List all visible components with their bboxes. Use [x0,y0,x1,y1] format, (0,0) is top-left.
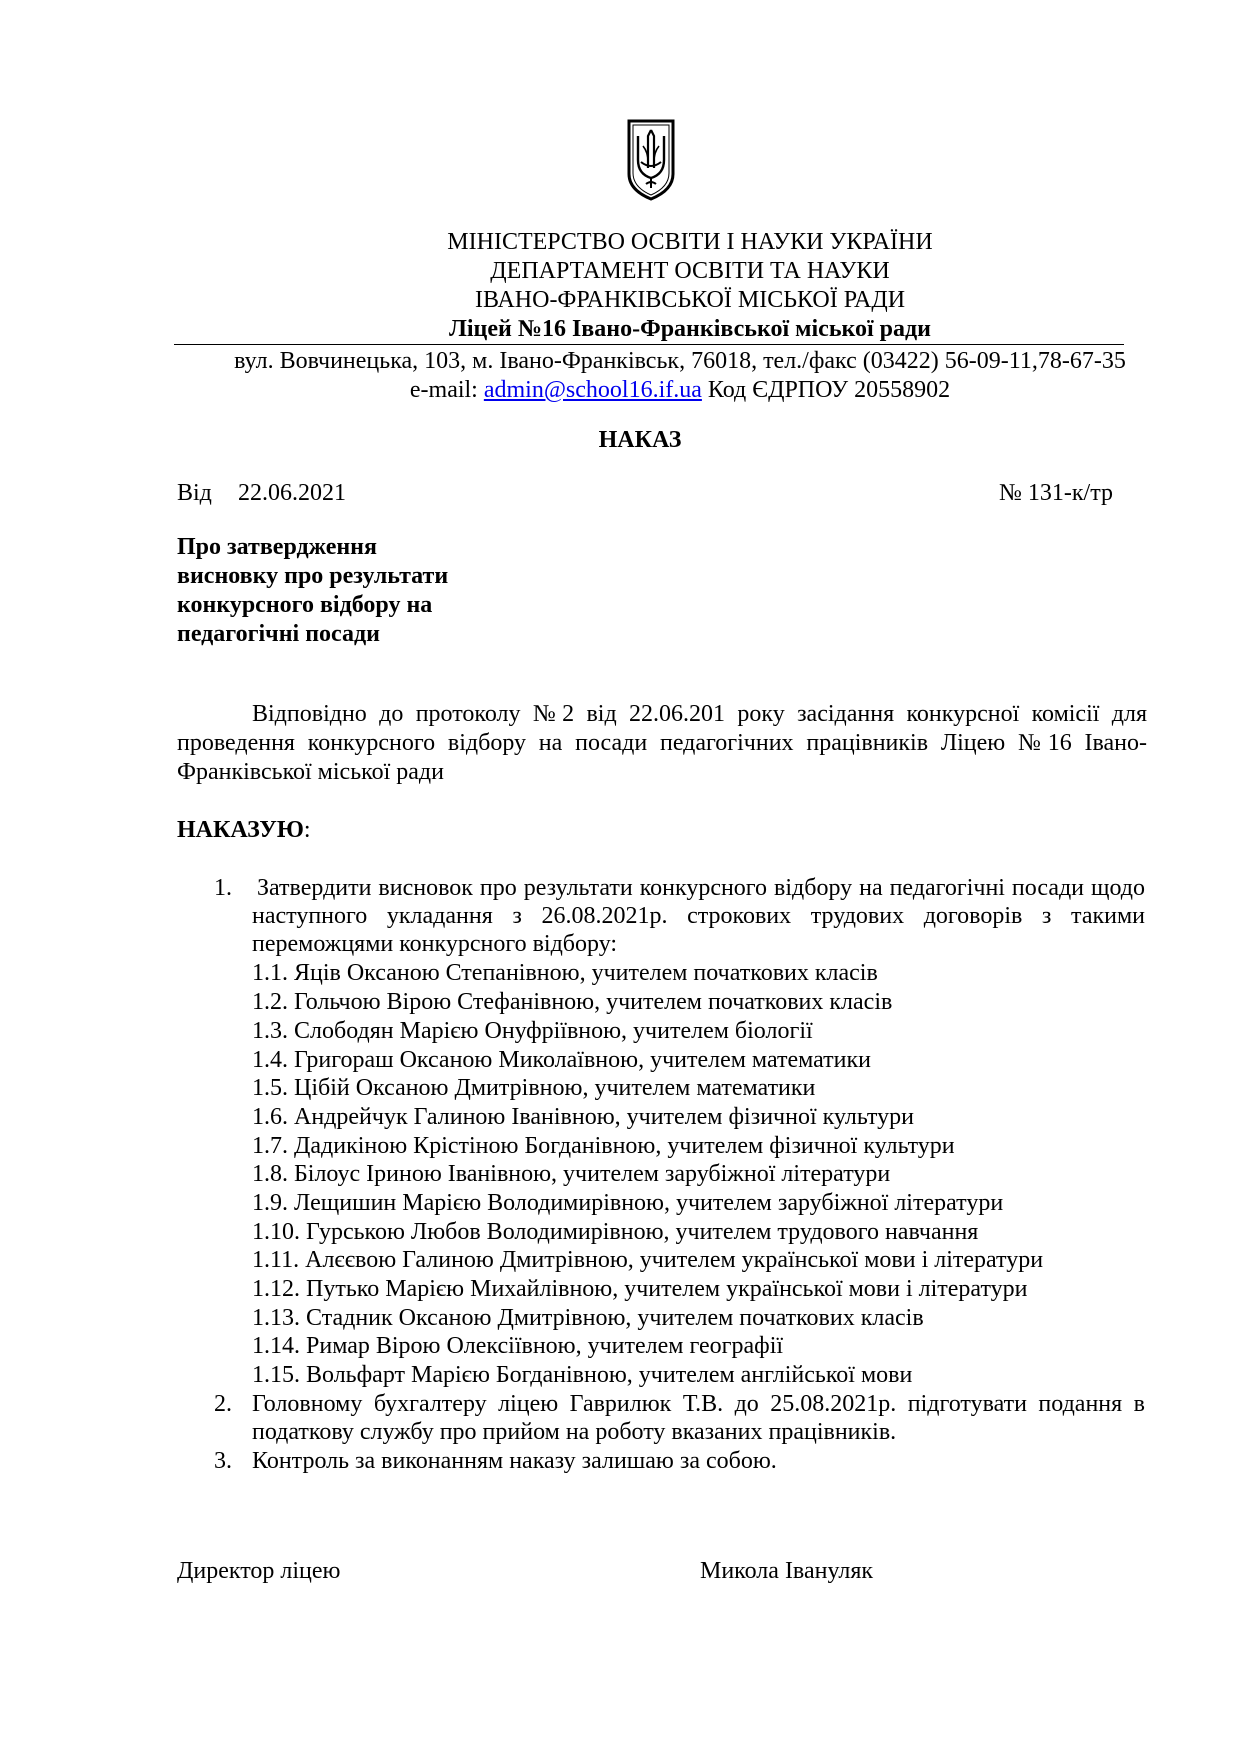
order-subject-line: висновку про результати [177,563,449,589]
list-item: Головному бухгалтеру ліцею Гаврилюк Т.В. до 25.08.2021р. підготувати подання в податкову службу про прийом на роботу вказаних працівників. [252,1391,1145,1445]
list-subitem: 1.15. Вольфарт Марією Богданівною, учителем англійської мови [252,1362,913,1388]
orders-colon: : [303,817,311,843]
list-subitem: 1.14. Римар Вірою Олексіївною, учителем географії [252,1333,784,1359]
signatory-position: Директор ліцею [177,1558,341,1584]
email-link[interactable]: admin@school16.if.ua [483,377,702,403]
item-number: 3. [214,1448,232,1474]
edrpou-code: Код ЄДРПОУ 20558902 [701,377,951,403]
trident-coat-of-arms-icon [626,118,676,202]
order-subject-line: педагогічні посади [177,621,380,647]
list-subitem: 1.4. Григораш Оксаною Миколаївною, учителем математики [252,1047,872,1073]
list-subitem: 1.5. Цібій Оксаною Дмитрівною, учителем математики [252,1075,816,1101]
ministry-name: МІНІСТЕРСТВО ОСВІТИ І НАУКИ УКРАЇНИ [447,229,933,255]
list-subitem: 1.6. Андрейчук Галиною Іванівною, учителем фізичної культури [252,1104,914,1130]
list-subitem: 1.9. Лещишин Марією Володимирівною, учителем зарубіжної літератури [252,1190,1004,1216]
order-subject-line: Про затвердження [177,534,377,560]
school-address: вул. Вовчинецька, 103, м. Івано-Франківськ, 76018, тел./факс (03422) 56-09-11,78-67-35 [234,348,1126,374]
email-label: e-mail: [409,377,484,403]
signatory-name: Микола Івануляк [700,1558,874,1584]
council-name: ІВАНО-ФРАНКІВСЬКОЇ МІСЬКОЇ РАДИ [474,287,906,313]
list-item: Затвердити висновок про результати конкурсного відбору на педагогічні посади щодо наступного укладання з 26.08.2021р. строкових трудових договорів з такими переможцями конкурсного відбору: [252,875,1145,957]
order-date-label: Від [177,480,212,506]
order-subject-line: конкурсного відбору на [177,592,433,618]
list-subitem: 1.2. Гольчою Вірою Стефанівною, учителем початкових класів [252,989,893,1015]
department-name: ДЕПАРТАМЕНТ ОСВІТИ ТА НАУКИ [490,258,890,284]
preamble-paragraph: Відповідно до протоколу №2 від 22.06.201 року засідання конкурсної комісії для проведення конкурсного відбору на посади педагогічних працівників Ліцею №16 Івано-Франківської міської ради [177,701,1147,785]
item-number: 1. [214,875,232,901]
contact-line [60,376,1240,404]
list-subitem: 1.1. Яців Оксаною Степанівною, учителем початкових класів [252,960,878,986]
list-subitem: 1.8. Білоус Іриною Іванівною, учителем зарубіжної літератури [252,1161,891,1187]
list-subitem: 1.3. Слободян Марією Онуфріївною, учителем біології [252,1018,813,1044]
order-date: 22.06.2021 [238,480,346,506]
list-subitem: 1.13. Стадник Оксаною Дмитрівною, учителем початкових класів [252,1305,924,1331]
orders-word: НАКАЗУЮ [177,817,304,843]
header-divider [174,344,1124,345]
list-subitem: 1.7. Дадикіною Крістіною Богданівною, учителем фізичної культури [252,1133,955,1159]
order-number: № 131-к/тр [999,480,1113,506]
document-title: НАКАЗ [598,427,682,453]
list-item: Контроль за виконанням наказу залишаю за собою. [252,1448,777,1474]
school-name: Ліцей №16 Івано-Франківської міської ради [448,316,931,342]
list-subitem: 1.11. Алєєвою Галиною Дмитрівною, учителем української мови і літератури [252,1247,1044,1273]
item-number: 2. [214,1391,232,1417]
list-subitem: 1.10. Гурською Любов Володимирівною, учителем трудового навчання [252,1219,979,1245]
list-subitem: 1.12. Путько Марією Михайлівною, учителем української мови і літератури [252,1276,1028,1302]
orders-heading [177,816,311,844]
